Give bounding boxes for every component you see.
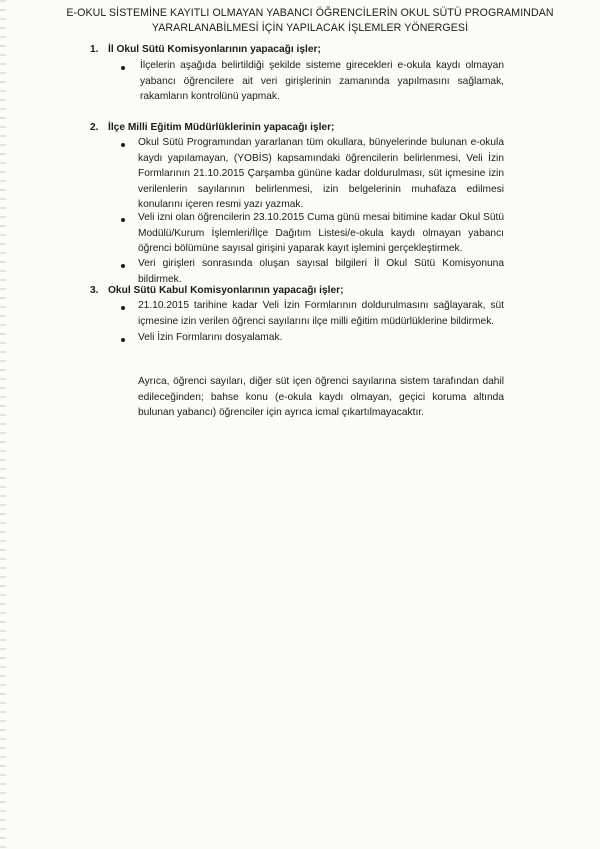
section-3-bullet-1: 21.10.2015 tarihine kadar Veli İzin Formlarının doldurulmasını sağlayarak, süt içmesine izin verilen öğrenci sayılarını ilçe milli eğitim müdürlüklerine bildirmek. [138,300,504,327]
title-line-1: E-OKUL SİSTEMİNE KAYITLI OLMAYAN YABANCI ÖĞRENCİLERİN OKUL SÜTÜ PROGRAMINDAN [66,7,554,19]
bullet-icon [121,338,125,342]
bullet-icon [121,306,125,310]
section-number: 1. [90,44,99,55]
title-line-2: YARARLANABİLMESİ İÇİN YAPILACAK İŞLEMLER YÖNERGESİ [151,22,469,34]
section-number: 3. [90,285,99,296]
section-2-heading [90,122,334,133]
bullet-icon [121,143,125,147]
section-2-bullet-3: Veri girişleri sonrasında oluşan sayısal bilgileri İl Okul Sütü Komisyonuna bildirmek. [138,258,504,285]
section-heading-text: İlçe Milli Eğitim Müdürlüklerinin yapacağı işler; [108,122,335,133]
section-1-bullet-1: İlçelerin aşağıda belirtildiği şekilde sisteme girecekleri e-okula kaydı olmayan yabancı öğrencilere ait veri girişlerinin zamanında yapılmasını sağlamak, rakamların kontrolünü yapmak. [140,60,504,102]
document-title [60,6,560,36]
section-2-bullet-2: Veli izni olan öğrencilerin 23.10.2015 Cuma günü mesai bitimine kadar Okul Sütü Modülü/Kurum İşlemleri/İlçe Dağıtım Listesi/e-okula kaydı olmayan yabancı öğrenci bölümüne sayısal girişini yaparak kayıt işlemini gerçekleştirmek. [138,212,504,254]
closing-paragraph: Ayrıca, öğrenci sayıları, diğer süt içen öğrenci sayılarına sistem tarafından dahil edileceğinden; bahse konu (e-okula kaydı olmayan, geçici koruma altında bulunan yabancı) öğrenciler için ayrıca icmal çıkartılmayacaktır. [138,376,504,418]
section-heading-text: Okul Sütü Kabul Komisyonlarının yapacağı işler; [108,285,344,296]
scan-edge [0,0,6,849]
bullet-icon [121,218,125,222]
section-heading-text: İl Okul Sütü Komisyonlarının yapacağı işler; [108,44,321,55]
section-number: 2. [90,122,99,133]
bullet-icon [121,264,125,268]
section-3-bullet-2: Veli İzin Formlarını dosyalamak. [138,332,283,343]
bullet-icon [121,66,125,70]
section-2-bullet-1: Okul Sütü Programından yararlanan tüm okullara, bünyelerinde bulunan e-okula kaydı yapılamayan, (YOBİS) kapsamındaki öğrencilerin belirlenmesi, Veli İzin Formlarının 21.10.2015 Çarşamba gününe kadar doldurulması, süt içmesine izin verilenlerin sayılarının belirlenmesi, izin belgelerinin muhafaza edilmesi konularını içeren resmi yazı yazmak. [138,137,504,210]
section-1-heading [90,44,321,55]
section-3-heading [90,285,344,296]
